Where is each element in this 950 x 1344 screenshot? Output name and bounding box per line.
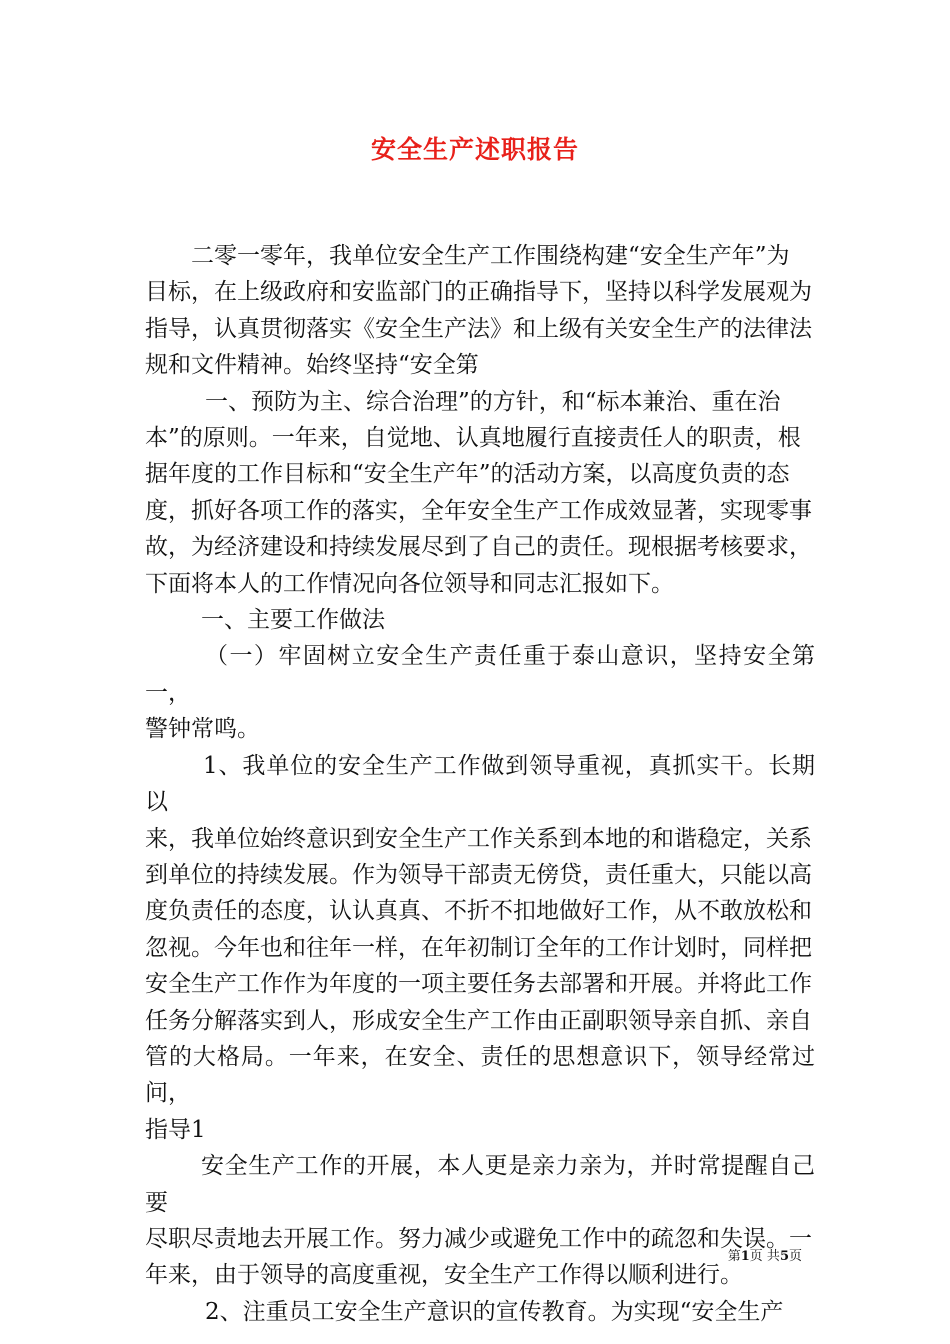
text-line: 管的大格局。一年来，在安全、责任的思想意识下，领导经常过问， — [145, 1043, 815, 1107]
text-line: 故，为经济建设和持续发展尽到了自己的责任。现根据考核要求， — [145, 534, 812, 561]
section-heading: 一、主要工作做法 — [201, 607, 385, 634]
text-line: 度负责任的态度，认认真真、不折不扣地做好工作，从不敢放松和 — [145, 898, 812, 925]
text-line: 一、预防为主、综合治理”的方针，和“标本兼治、重在治 — [205, 388, 781, 415]
text-line: 到单位的持续发展。作为领导干部责无傍贷，责任重大，只能以高 — [145, 861, 812, 888]
footer-total-pages: 5 — [779, 1249, 789, 1264]
text-line: 指导，认真贯彻落实《安全生产法》和上级有关安全生产的法律法 — [145, 315, 812, 342]
footer-current-page: 1 — [740, 1249, 750, 1264]
page-number-footer — [728, 1248, 802, 1266]
text-line: 来，我单位始终意识到安全生产工作关系到本地的和谐稳定，关系 — [145, 825, 812, 852]
text-line: 忽视。今年也和往年一样，在年初制订全年的工作计划时，同样把 — [145, 934, 812, 961]
text-line: 2、注重员工安全生产意识的宣传教育。为实现“安全生产 — [205, 1298, 784, 1325]
text-line: 二零一零年，我单位安全生产工作围绕构建“安全生产年”为 — [191, 243, 790, 269]
text-line: 据年度的工作目标和“安全生产年”的活动方案，以高度负责的态 — [145, 461, 790, 488]
text-line: 任务分解落实到人，形成安全生产工作由正副职领导亲自抓、亲自 — [145, 1007, 812, 1034]
text-line: 警钟常鸣。 — [145, 716, 260, 743]
text-line: 安全生产工作作为年度的一项主要任务去部署和开展。并将此工作 — [145, 971, 812, 998]
footer-suffix: 页 — [788, 1249, 802, 1264]
text-line: 本”的原则。一年来，自觉地、认真地履行直接责任人的职责，根 — [145, 425, 801, 452]
footer-middle: 页 共 — [749, 1249, 780, 1264]
subsection-heading: （一）牢固树立安全生产责任重于泰山意识，坚持安全第一， — [145, 643, 815, 706]
text-line: 指导1 — [145, 1116, 206, 1143]
document-body — [145, 238, 815, 1330]
footer-prefix: 第 — [727, 1249, 741, 1264]
text-line: 规和文件精神。始终坚持“安全第 — [145, 352, 479, 379]
text-line: 尽职尽责地去开展工作。努力减少或避免工作中的疏忽和失误。一 — [145, 1225, 812, 1252]
text-line: 安全生产工作的开展，本人更是亲力亲为，并时常提醒自己要 — [145, 1153, 815, 1216]
text-line: 目标，在上级政府和安监部门的正确指导下，坚持以科学发展观为 — [145, 279, 812, 306]
text-line: 1、我单位的安全生产工作做到领导重视，真抓实干。长期以 — [145, 752, 815, 816]
text-line: 度，抓好各项工作的落实，全年安全生产工作成效显著，实现零事 — [145, 497, 812, 524]
document-title: 安全生产述职报告 — [370, 135, 579, 164]
text-line: 下面将本人的工作情况向各位领导和同志汇报如下。 — [145, 570, 674, 597]
text-line: 年来，由于领导的高度重视，安全生产工作得以顺利进行。 — [145, 1262, 743, 1289]
